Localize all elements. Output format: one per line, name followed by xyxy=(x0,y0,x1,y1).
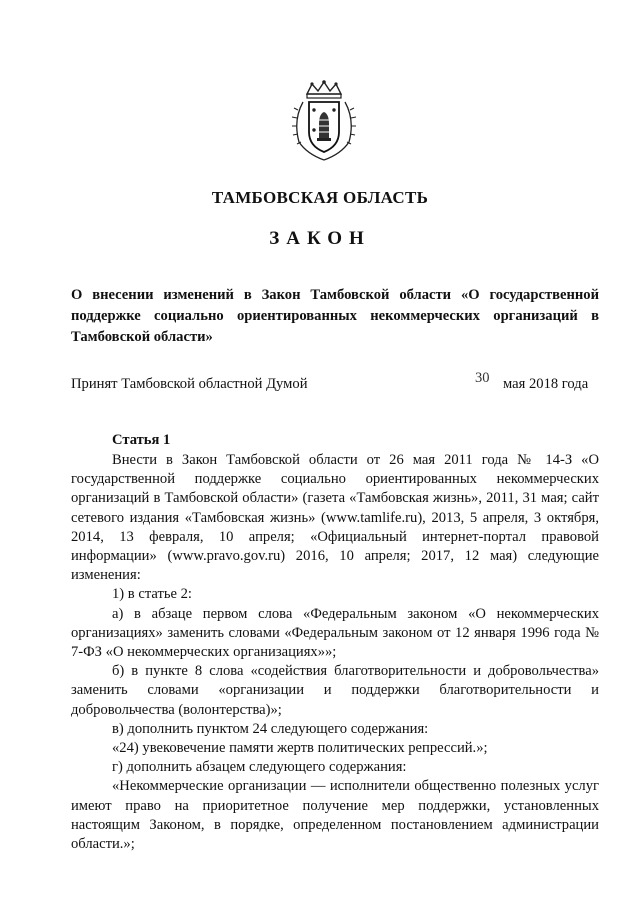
region-name: ТАМБОВСКАЯ ОБЛАСТЬ xyxy=(211,188,429,207)
article-heading: Статья 1 xyxy=(112,432,171,448)
adoption-month-year: мая 2018 года xyxy=(503,376,589,392)
adoption-text: Принят Тамбовской областной Думой xyxy=(71,376,308,392)
adoption-day: 30 xyxy=(475,370,490,386)
document-type: ЗАКОН xyxy=(269,228,371,249)
law-title: О внесении изменений в Закон Тамбовской области «О государственной поддержке социально ориентированных некоммерческих организаций в Тамбовской области» xyxy=(71,287,599,345)
article-paragraph: в) дополнить пунктом 24 следующего содержания: xyxy=(112,720,429,737)
article-paragraph: Внести в Закон Тамбовской области от 26 мая 2011 года № 14-З «О государственной поддержке социально ориентированных некоммерческих организаций в Тамбовской области» (газета «Тамбовская жизнь», 2011, 31 мая; сайт сетевого издания «Тамбовская жизнь» (www.tamlife.ru), 2013, 5 апреля, 3 октября, 2014, 13 февраля, 10 апреля; «Официальный интернет-портал правовой информации» (www.pravo.gov.ru) 2016, 10 апреля; 2017, 12 мая) следующие изменения: xyxy=(71,452,599,584)
article-paragraph: г) дополнить абзацем следующего содержания: xyxy=(112,759,407,776)
article-paragraph: б) в пункте 8 слова «содействия благотворительности и добровольчества» заменить словами «организации и поддержки благотворительности и добровольчества (волонтерства)»; xyxy=(71,663,599,718)
coat-of-arms-icon xyxy=(289,80,359,162)
article-body xyxy=(71,451,599,854)
article-paragraph: «Некоммерческие организации — исполнители общественно полезных услуг имеют право на приоритетное получение мер поддержки, установленных настоящим Законом, в порядке, определенном постановлением администрации области.»; xyxy=(71,778,599,853)
article-paragraph: «24) увековечение памяти жертв политических репрессий.»; xyxy=(112,740,488,757)
article-paragraph: а) в абзаце первом слова «Федеральным законом «О некоммерческих организациях» заменить словами «Федеральным законом от 12 января 1996 года № 7-ФЗ «О некоммерческих организациях»»; xyxy=(71,605,599,661)
article-paragraph: 1) в статье 2: xyxy=(112,586,192,603)
